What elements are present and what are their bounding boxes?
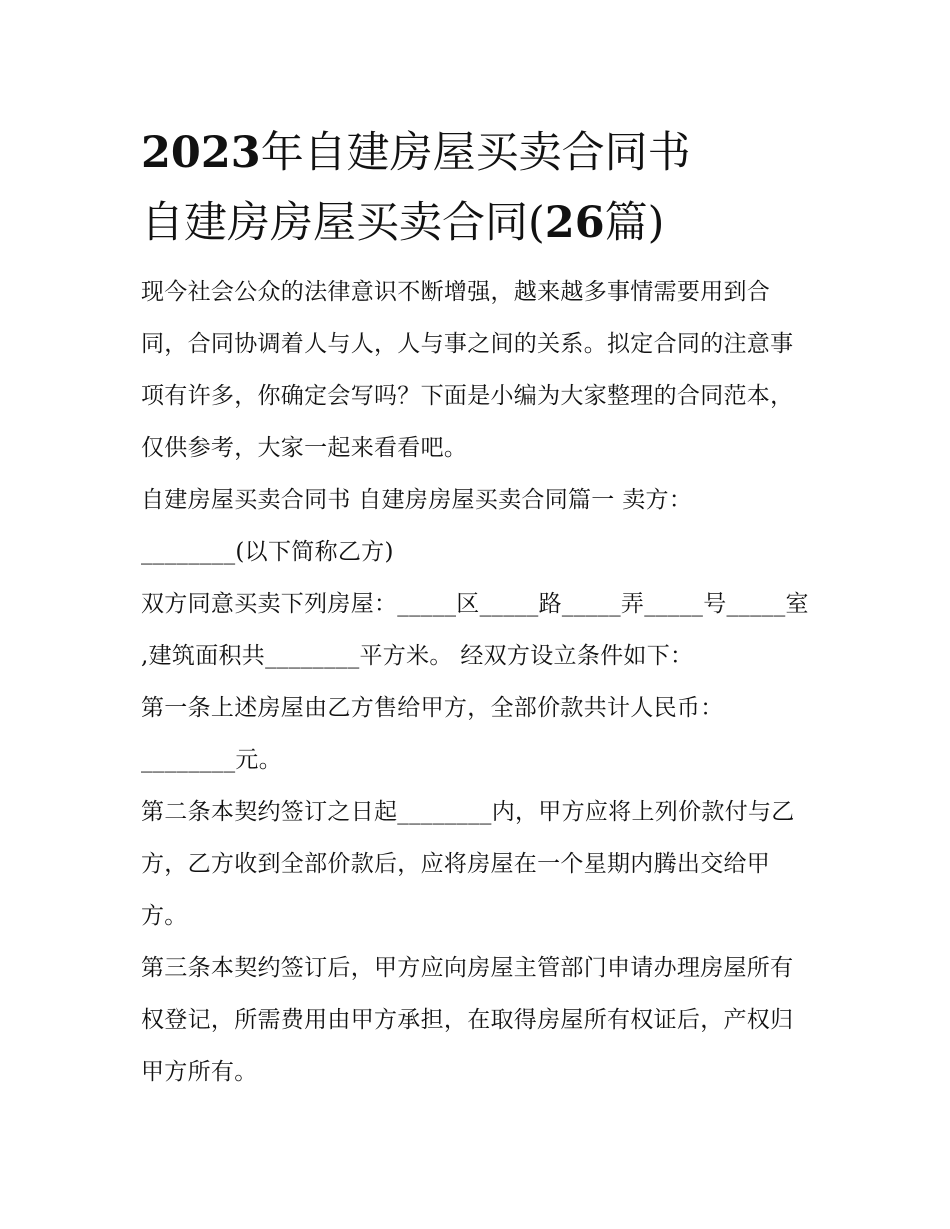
property-paragraph: 双方同意买卖下列房屋：_____区_____路_____弄_____号_____室 ,建筑面积共________平方米。 经双方设立条件如下： — [141, 591, 809, 669]
title-line-2 — [141, 188, 813, 258]
document-title — [141, 118, 813, 258]
seller-paragraph: 自建房屋买卖合同书 自建房房屋买卖合同篇一 卖方：________(以下简称乙方) — [141, 487, 693, 565]
document-page — [141, 118, 813, 1098]
article-3-paragraph: 第三条本契约签订后，甲方应向房屋主管部门申请办理房屋所有权登记，所需费用由甲方承担，在取得房屋所有权证后，产权归甲方所有。 — [141, 955, 794, 1085]
title-line-1 — [141, 118, 813, 188]
title-line-2-end: 篇) — [604, 198, 665, 248]
article-1-paragraph: 第一条上述房屋由乙方售给甲方，全部价款共计人民币：________元。 — [141, 695, 724, 773]
title-count: 26 — [544, 198, 605, 248]
title-line-1-text: 年自建房屋买卖合同书 — [260, 128, 691, 178]
title-year: 2023 — [141, 128, 261, 178]
intro-paragraph: 现今社会公众的法律意识不断增强，越来越多事情需要用到合同，合同协调着人与人，人与事之间的关系。拟定合同的注意事项有许多，你确定会写吗？下面是小编为大家整理的合同范本，仅供参考，大家一起来看看吧。 — [141, 279, 794, 461]
article-2-paragraph: 第二条本契约签订之日起________内，甲方应将上列价款付与乙方，乙方收到全部价款后，应将房屋在一个星期内腾出交给甲方。 — [141, 799, 795, 929]
title-line-2-text: 自建房房屋买卖合同( — [141, 198, 545, 248]
